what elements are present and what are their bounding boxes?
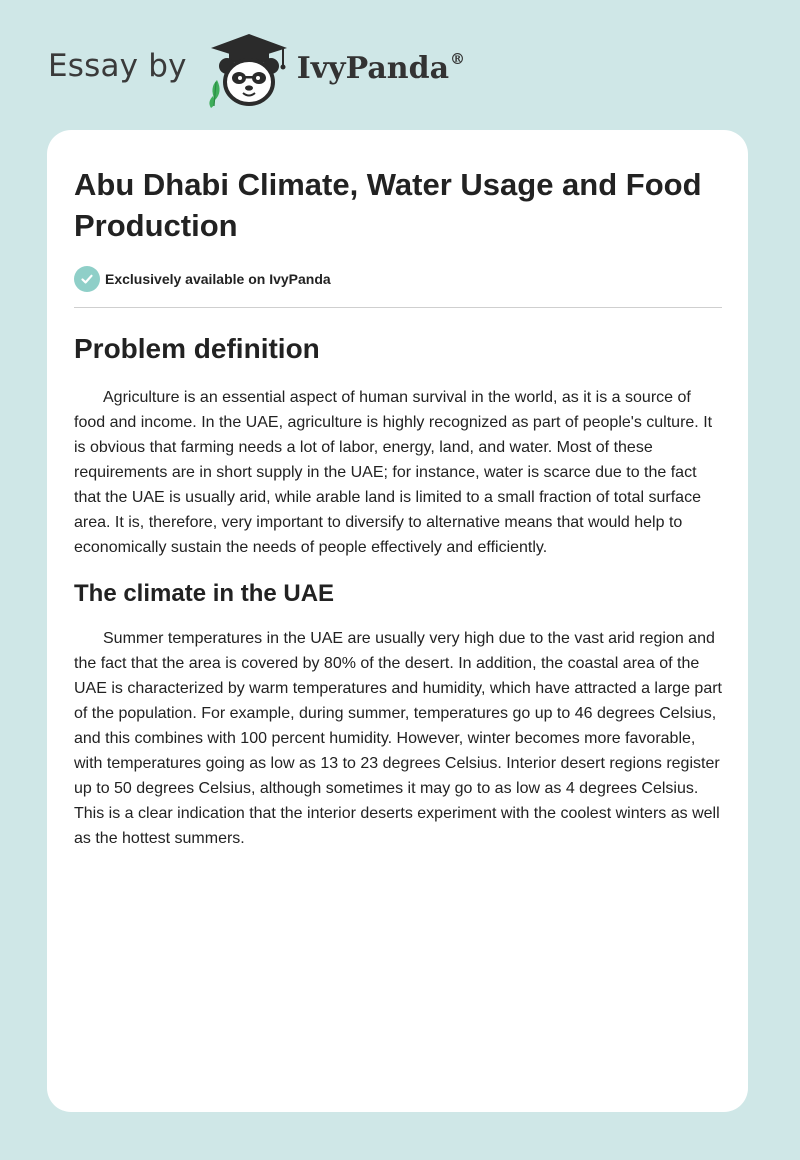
section-paragraph-climate: Summer temperatures in the UAE are usually very high due to the vast arid region and the fact that the area is covered by 80% of the desert. In addition, the coastal area of the UAE is characterized by warm temperatures and humidity, which have attracted a large part of the population. For example, during summer, temperatures go up to 46 degrees Celsius, and this combines with 100 percent humidity. However, winter becomes more favorable, with temperatures going as low as 13 to 23 degrees Celsius. Interior desert regions register up to 50 degrees Celsius, although sometimes it may go to as low as 4 degrees Celsius. This is a clear indication that the interior deserts experiment with the coolest winters as well as the hottest summers. (74, 630, 722, 847)
panda-logo-icon[interactable] (203, 30, 295, 110)
section-paragraph-problem-definition: Agriculture is an essential aspect of human survival in the world, as it is a source of food and income. In the UAE, agriculture is highly recognized as part of people's culture. It is obvious that farming needs a lot of labor, energy, land, and water. Most of these requirements are in short supply in the UAE; for instance, water is scarce due to the fact that the UAE is usually arid, while arable land is limited to a small fraction of total surface area. It is, therefore, very important to diversify to alternative means that would help to economically sustain the needs of people effectively and efficiently. (74, 389, 713, 556)
badge-text: Exclusively available on IvyPanda (105, 271, 331, 287)
essay-by-label: Essay by (48, 48, 187, 84)
site-header (48, 30, 465, 110)
registered-mark: ® (450, 50, 466, 68)
essay-card (47, 130, 748, 1112)
brand-name-text: IvyPanda (296, 51, 450, 86)
section-heading-problem-definition: Problem definition (74, 333, 320, 364)
check-circle-icon (74, 266, 100, 292)
section-heading-climate: The climate in the UAE (74, 580, 335, 607)
divider (74, 307, 722, 308)
brand-name[interactable] (297, 50, 465, 86)
essay-content (74, 164, 722, 851)
page-title: Abu Dhabi Climate, Water Usage and Food Production (74, 167, 702, 243)
exclusive-badge (74, 266, 722, 292)
